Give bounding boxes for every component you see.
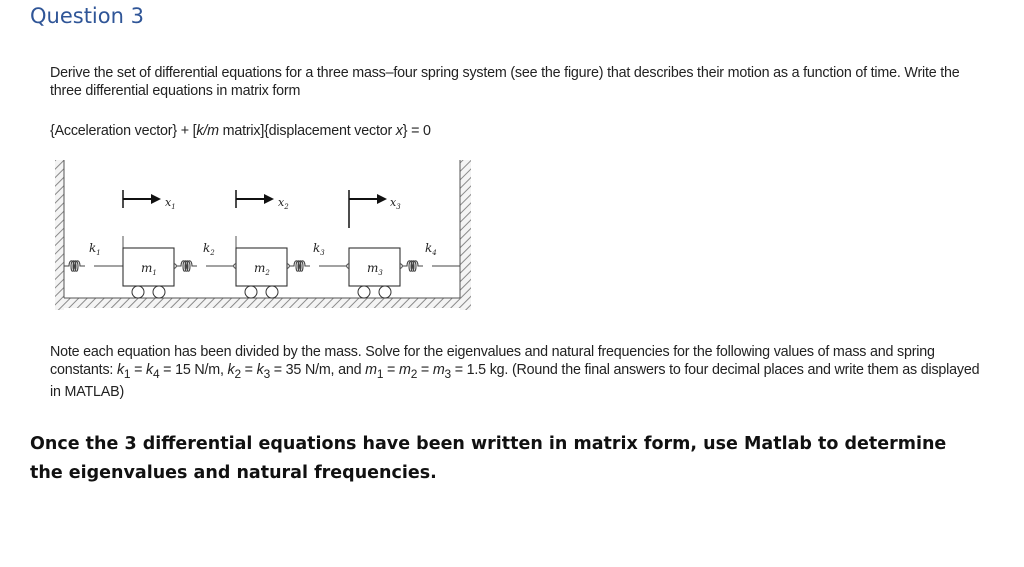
mass-3 [349, 248, 400, 298]
right-wall [460, 160, 471, 310]
x3-label: $x_3$ [390, 196, 401, 211]
k4-label: $k_4$ [425, 241, 437, 257]
spring-k1 [64, 261, 85, 272]
spring-k2 [176, 261, 197, 272]
m1-label: $m_1$ [141, 261, 157, 277]
mass-2 [236, 248, 287, 298]
m3-label: $m_3$ [367, 261, 383, 277]
k3-label: $k_3$ [313, 241, 325, 257]
intro-paragraph: Derive the set of differential equations for a three mass–four spring system (see the figure) that describes their motion as a function of time. Write the three differential equations in matrix form [50, 65, 960, 99]
x2-label: $x_2$ [278, 196, 289, 211]
spring-k4 [402, 261, 423, 272]
displacement-arrow-3 [349, 190, 401, 228]
matrix-form-statement: {Acceleration vector} + [k/m matrix]{displacement vector x} = 0 [50, 123, 431, 139]
k1-label: $k_1$ [89, 241, 101, 257]
floor [64, 298, 460, 308]
spring-k3 [289, 261, 310, 272]
k2-label: $k_2$ [203, 241, 215, 257]
left-wall [55, 160, 64, 310]
mass-1 [123, 248, 174, 298]
instruction-paragraph: Once the 3 differential equations have been written in matrix form, use Matlab to determine the eigenvalues and natural frequencies. [30, 434, 947, 483]
displacement-arrow-2 [236, 190, 289, 211]
m2-label: $m_2$ [254, 261, 270, 277]
question-title: Question 3 [30, 4, 144, 28]
mass-spring-figure [55, 160, 475, 317]
note-paragraph: Note each equation has been divided by the mass. Solve for the eigenvalues and natural frequencies for the following values of mass and spring constants: $k_1 = k_4 = 15$ N/m, $k_2 = k_3 = 35$ N/m, and $m_1 = m_2 = m_3 = 1.5$ kg. (Round the final answers to four decimal places and write them as displayed in MATLAB) [50, 344, 980, 400]
displacement-arrow-1 [123, 190, 176, 211]
x1-label: $x_1$ [165, 196, 176, 211]
